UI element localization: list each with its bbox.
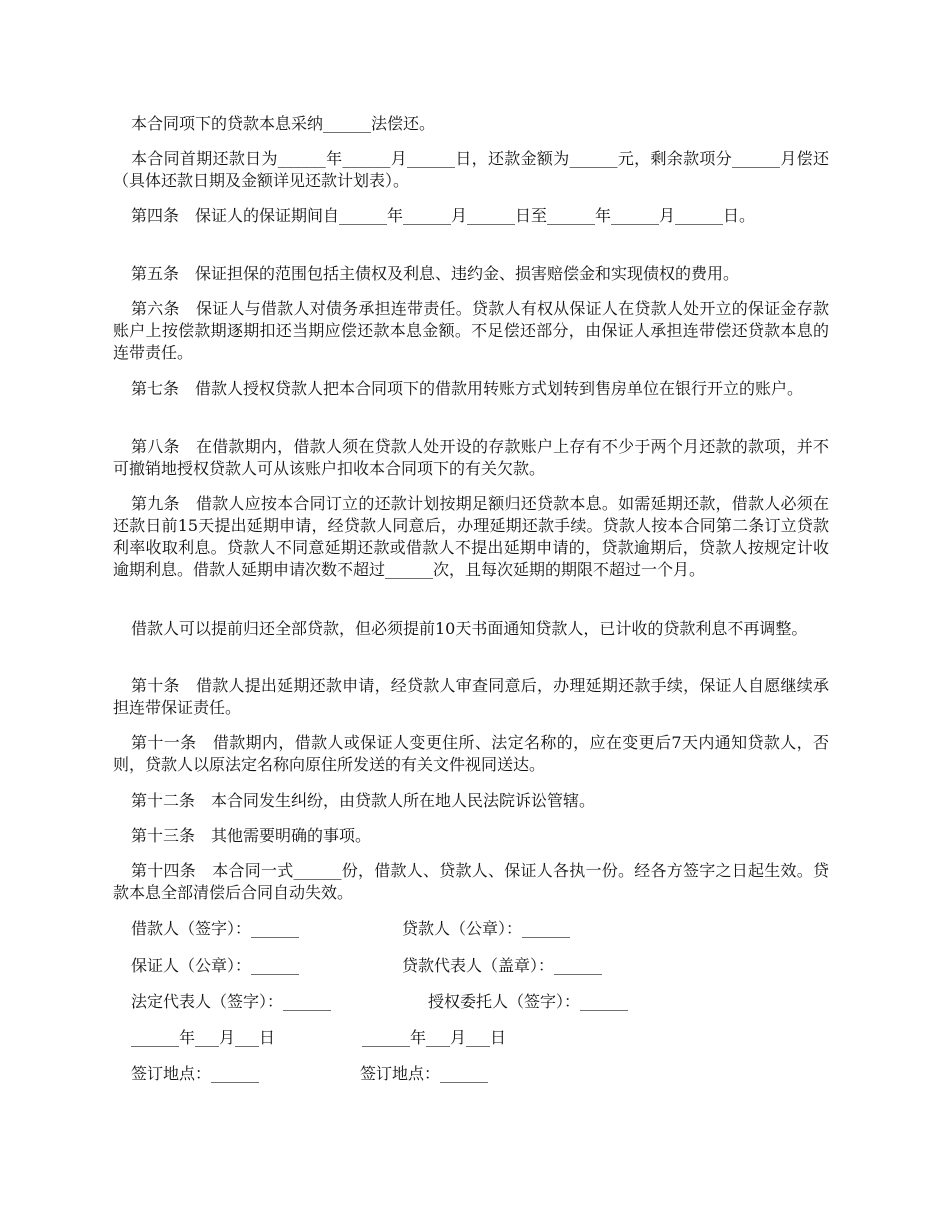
signature-legal-representative: 法定代表人（签字）：______: [131, 992, 332, 1011]
clause-prepayment: 借款人可以提前归还全部贷款，但必须提前10天书面通知贷款人，已计收的贷款利息不再调整。: [131, 619, 808, 638]
signature-guarantor: 保证人（公章）：______: [131, 956, 300, 975]
date-left: ______年___月___日: [131, 1028, 276, 1047]
clause-article-6: 第六条 保证人与借款人对债务承担连带责任。贷款人有权从保证人在贷款人处开立的保证金存款账户上按偿款期逐期扣还当期应偿还款本息金额。不足偿还部分，由保证人承担连带偿还贷款本息的连带责任。: [113, 299, 829, 362]
signing-place-left: 签订地点：______: [131, 1064, 260, 1083]
signature-lender-representative: 贷款代表人（盖章）：______: [402, 956, 603, 975]
clause-article-5: 第五条 保证担保的范围包括主债权及利息、违约金、损害赔偿金和实现债权的费用。: [131, 264, 740, 283]
signature-borrower: 借款人（签字）：______: [131, 919, 300, 938]
clause-article-11: 第十一条 借款期内，借款人或保证人变更住所、法定名称的，应在变更后7天内通知贷款人，否则，贷款人以原法定名称向原住所发送的有关文件视同送达。: [113, 733, 829, 774]
clause-first-repayment: 本合同首期还款日为______年______月______日，还款金额为______元，剩余款项分______月偿还（具体还款日期及金额详见还款计划表）。: [113, 149, 829, 190]
signature-authorized-agent: 授权委托人（签字）：______: [428, 992, 629, 1011]
clause-article-4: 第四条 保证人的保证期间自______年______月______日至______年______月______日。: [131, 206, 756, 225]
signature-lender: 贷款人（公章）：______: [402, 919, 571, 938]
date-right: ______年___月___日: [362, 1028, 507, 1047]
signing-place-right: 签订地点：______: [360, 1064, 489, 1083]
clause-article-10: 第十条 借款人提出延期还款申请，经贷款人审查同意后，办理延期还款手续，保证人自愿继续承担连带保证责任。: [113, 676, 829, 717]
clause-article-7: 第七条 借款人授权贷款人把本合同项下的借款用转账方式划转到售房单位在银行开立的账户。: [131, 379, 804, 398]
clause-article-14: 第十四条 本合同一式______份，借款人、贷款人、保证人各执一份。经各方签字之日起生效。贷款本息全部清偿后合同自动失效。: [113, 861, 829, 902]
clause-article-13: 第十三条 其他需要明确的事项。: [131, 826, 372, 845]
clause-article-8: 第八条 在借款期内，借款人须在贷款人处开设的存款账户上存有不少于两个月还款的款项，并不可撤销地授权贷款人可从该账户扣收本合同项下的有关欠款。: [113, 437, 829, 478]
clause-article-9: 第九条 借款人应按本合同订立的还款计划按期足额归还贷款本息。如需延期还款，借款人必须在还款日前15天提出延期申请，经贷款人同意后，办理延期还款手续。贷款人按本合同第二条订立贷款利率收取利息。贷款人不同意延期还款或借款人不提出延期申请的，贷款逾期后，贷款人按规定计收逾期利息。借款人延期申请次数不超过______次，且每次延期的期限不超过一个月。: [113, 494, 829, 579]
clause-repayment-method: 本合同项下的贷款本息采纳______法偿还。: [131, 114, 436, 133]
clause-article-12: 第十二条 本合同发生纠纷，由贷款人所在地人民法院诉讼管辖。: [131, 791, 596, 810]
